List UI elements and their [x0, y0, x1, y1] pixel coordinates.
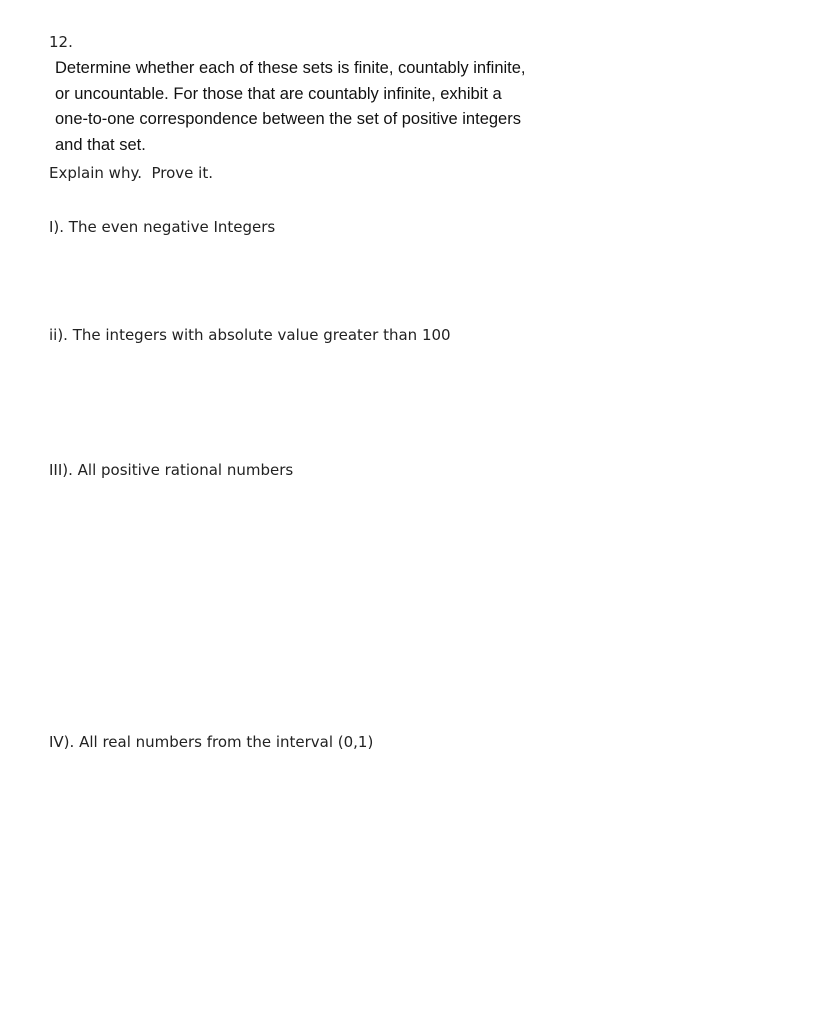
instruction-text: Explain why. Prove it.: [49, 164, 213, 182]
question-number: 12.: [49, 33, 73, 51]
part-ii: ii). The integers with absolute value greater than 100: [49, 326, 451, 344]
prompt-line: and that set.: [55, 135, 146, 154]
prompt-line: one-to-one correspondence between the set of positive integers: [55, 110, 521, 128]
prompt-line: Determine whether each of these sets is finite, countably infinite,: [55, 59, 526, 77]
part-i: I). The even negative Integers: [49, 218, 276, 236]
part-iv: IV). All real numbers from the interval (0,1): [49, 733, 374, 751]
prompt-line: or uncountable. For those that are countably infinite, exhibit a: [55, 84, 502, 103]
question-prompt: [55, 56, 655, 158]
part-iii: III). All positive rational numbers: [49, 461, 294, 479]
